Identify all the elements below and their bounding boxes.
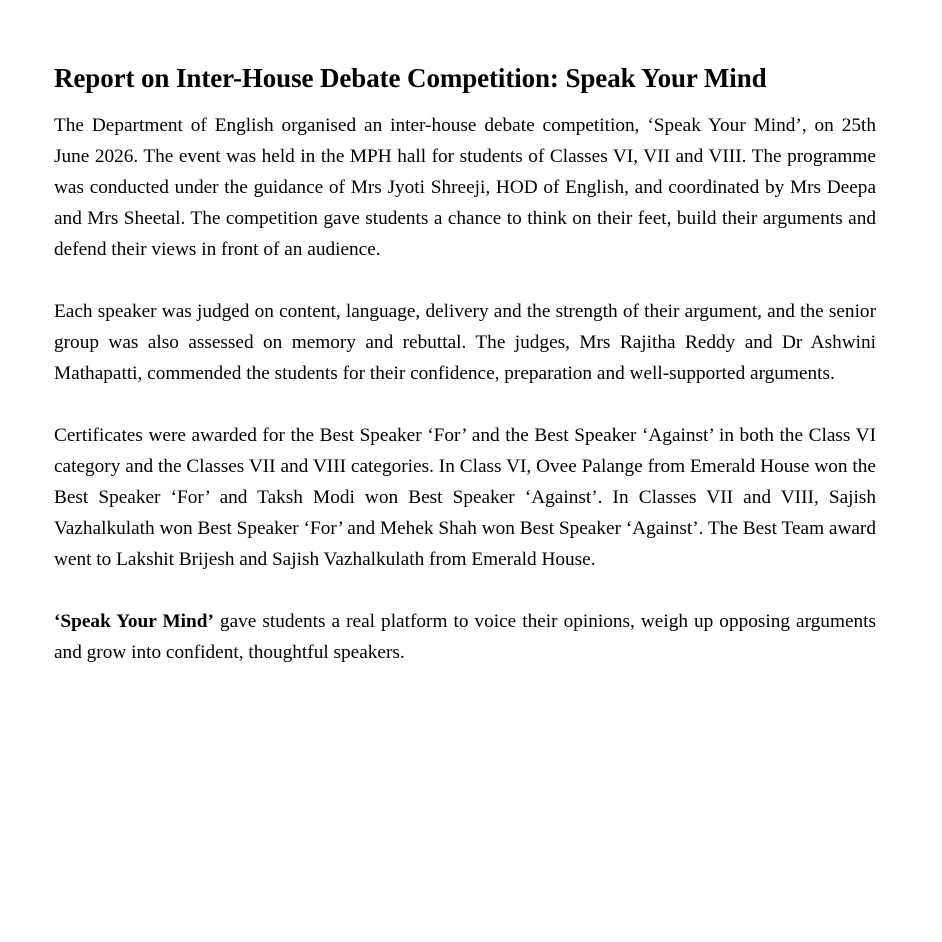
paragraph-introduction: The Department of English organised an inter-house debate competition, ‘Speak Your Mind’, on 25th June 2026. The event was held in the MPH hall for students of Classes VI, VII and VIII. The programme was conducted under the guidance of Mrs Jyoti Shreeji, HOD of English, and coordinated by Mrs Deepa and Mrs Sheetal. The competition gave students a chance to think on their feet, build their arguments and defend their views in front of an audience.	[54, 115, 876, 260]
report-document	[54, 58, 876, 699]
paragraph-awards: Certificates were awarded for the Best Speaker ‘For’ and the Best Speaker ‘Against’ in both the Class VI category and the Classes VII and VIII categories. In Class VI, Ovee Palange from Emerald House won the Best Speaker ‘For’ and Taksh Modi won Best Speaker ‘Against’. In Classes VII and VIII, Sajish Vazhalkulath won Best Speaker ‘For’ and Mehek Shah won Best Speaker ‘Against’. The Best Team award went to Lakshit Brijesh and Sajish Vazhalkulath from Emerald House.	[54, 425, 876, 570]
closing-bold-lead: ‘Speak Your Mind’	[54, 611, 214, 632]
closing-text: gave students a real platform to voice their opinions, weigh up opposing arguments and grow into confident, thoughtful speakers.	[54, 611, 876, 663]
report-title: Report on Inter-House Debate Competition: Speak Your Mind	[54, 63, 767, 93]
paragraph-judging: Each speaker was judged on content, language, delivery and the strength of their argument, and the senior group was also assessed on memory and rebuttal. The judges, Mrs Rajitha Reddy and Dr Ashwini Mathapatti, commended the students for their confidence, preparation and well-supported arguments.	[54, 301, 876, 384]
paragraph-closing	[54, 606, 876, 668]
